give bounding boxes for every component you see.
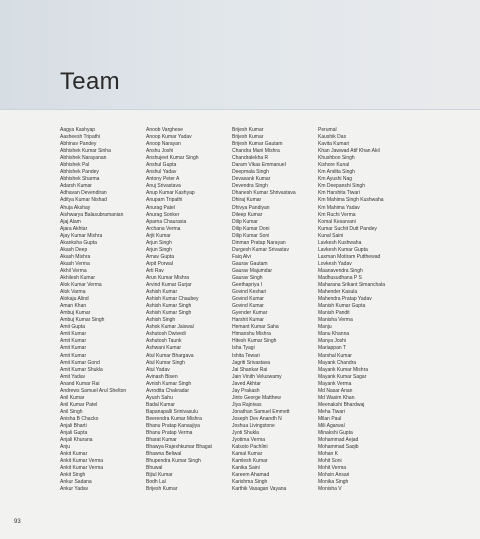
team-member-name: Perumal bbox=[318, 127, 337, 133]
team-member-name: Arjit Kumar bbox=[146, 232, 171, 239]
team-member-name: Anisha B Chacko bbox=[60, 415, 99, 422]
team-member-name: Gaurav Gautam bbox=[232, 260, 268, 267]
team-member-name: Bhanu Pratap Kanaujiya bbox=[146, 422, 200, 429]
team-member-name: Anju bbox=[60, 444, 71, 451]
team-member-name: Akash Verma bbox=[60, 260, 90, 267]
team-member-name: Km Ruchi Verma bbox=[318, 211, 356, 218]
team-member-name: Chandra Mani Mishra bbox=[232, 148, 280, 155]
team-member-name: Dhiraj Kumar bbox=[232, 197, 262, 204]
team-member-name: Arti Rav bbox=[146, 267, 164, 274]
team-member-name: Anshul Gupta bbox=[146, 162, 177, 169]
team-member-name: Km Harshita Tiwari bbox=[318, 190, 360, 197]
team-member-name: Isha Tyagi bbox=[232, 345, 255, 352]
team-member-name: Brijesh Kumar bbox=[146, 486, 178, 493]
team-member-name: Akash Mishra bbox=[60, 253, 91, 260]
team-member-name: Ashutosh Dwivedi bbox=[146, 331, 186, 338]
team-member-name: Mariappan T bbox=[318, 345, 346, 352]
team-member-name: Arjun Singh bbox=[146, 246, 172, 253]
team-member-name: Badal Kumar bbox=[146, 401, 175, 408]
team-member-name: Abhinav Pandey bbox=[60, 141, 97, 148]
team-member-name: Amit Yadav bbox=[60, 373, 86, 380]
team-member-name: Bodh Lal bbox=[146, 479, 166, 486]
team-member-name: Ishita Tewari bbox=[232, 352, 260, 359]
team-member-name: Anurag Sonker bbox=[146, 211, 180, 218]
team-member-name: Marshal Kumar bbox=[318, 352, 352, 359]
team-member-name: Komal Kesarvani bbox=[318, 218, 356, 225]
team-member-name: Joseph Dev Anandh N bbox=[232, 415, 282, 422]
team-member-name: Abhishek Narayanan bbox=[60, 155, 107, 162]
team-member-name: Manju bbox=[318, 324, 332, 331]
team-member-name: Bhupendra Kumar Singh bbox=[146, 458, 201, 465]
team-member-name: Gaurav Majumdar bbox=[232, 267, 273, 274]
team-member-name: Anshu Joshi bbox=[146, 148, 174, 155]
team-member-name: Km Mahima Yadav bbox=[318, 204, 360, 211]
team-member-name: Arun Kumar Mishra bbox=[146, 274, 190, 281]
team-member-name: Minakshi Gupta bbox=[318, 430, 353, 437]
team-member-name: Dileep Kumar bbox=[232, 211, 263, 218]
team-member-name: Durgesh Kumar Srivastav bbox=[232, 246, 289, 253]
team-member-name: Anup Kumar Kashyap bbox=[146, 190, 195, 197]
team-member-name: Kareem Ahamad bbox=[232, 472, 270, 479]
team-member-name: Arjun Singh bbox=[146, 239, 172, 246]
team-member-name: Atul Yadav bbox=[146, 366, 170, 373]
team-member-name: Arvind Kumar Gurjar bbox=[146, 282, 192, 289]
team-member-name: Meha Tiwari bbox=[318, 408, 345, 415]
team-member-name: Ambuj Kumar Singh bbox=[60, 317, 105, 324]
team-member-name: Manisha Verma bbox=[318, 317, 353, 324]
team-member-name: Ashok Kumar Jaiswal bbox=[146, 324, 194, 331]
team-member-name: Jonathan Samuel Emmett bbox=[232, 408, 290, 415]
team-member-name: Ashish Singh bbox=[146, 317, 176, 324]
team-member-name: Mohammad Saqib bbox=[318, 444, 359, 451]
team-member-name: Akhilesh Kumar bbox=[60, 274, 96, 281]
team-member-name: Karishma Singh bbox=[232, 479, 268, 486]
team-member-name: Anjali Bharti bbox=[60, 422, 87, 429]
team-member-name: Akash Deep bbox=[60, 246, 88, 253]
team-member-name: Dilip Kumar bbox=[232, 218, 258, 225]
team-member-name: Brijesh Kumar Gautam bbox=[232, 141, 283, 148]
team-member-name: Mayank Chandra bbox=[318, 359, 357, 366]
team-member-name: Kunal Saini bbox=[318, 232, 344, 239]
team-member-name: Anshujeet Kumar Singh bbox=[146, 155, 199, 162]
team-member-name: Mayank Verma bbox=[318, 380, 352, 387]
team-member-name: Archana Verma bbox=[146, 225, 181, 232]
team-member-name: Md Nasar Anan bbox=[318, 387, 353, 394]
team-member-name: Mayank Kumar Sagar bbox=[318, 373, 367, 380]
team-member-name: Monika Singh bbox=[318, 479, 349, 486]
team-member-name: Manu Khanna bbox=[318, 331, 350, 338]
team-member-name: Gaurav Singh bbox=[232, 274, 263, 281]
team-member-name: Jagriti Srivastava bbox=[232, 359, 271, 366]
team-member-name: Md Wasim Khan bbox=[318, 394, 355, 401]
team-member-name: Adarsh Kumar bbox=[60, 183, 92, 190]
team-member-name: Lavkesh Kushwaha bbox=[318, 239, 362, 246]
team-member-name: Jyotima Verma bbox=[232, 437, 266, 444]
team-member-name: Karthik Vasagan Vayana bbox=[232, 486, 287, 493]
team-member-name: Govind Keshari bbox=[232, 289, 267, 296]
team-member-name: Ajay Kumar Mishra bbox=[60, 232, 103, 239]
team-member-name: Mayank Kumar Mishra bbox=[318, 366, 369, 373]
team-member-name: Kavita Kumari bbox=[318, 141, 350, 148]
team-member-name: Ambuj Kumar bbox=[60, 310, 91, 317]
team-member-name: Lavkesh Kumar Gupta bbox=[318, 246, 368, 253]
team-member-name: Anil Singh bbox=[60, 408, 83, 415]
team-member-name: Geethapriya I bbox=[232, 282, 263, 289]
team-member-name: Jain Vinith Veluswamy bbox=[232, 373, 282, 380]
team-member-name: Faiq Alvi bbox=[232, 253, 251, 260]
team-member-name: Ashish Kumar Singh bbox=[146, 303, 192, 310]
team-member-name: Ajara Akhtar bbox=[60, 225, 88, 232]
team-member-name: Ankit Kumar Verma bbox=[60, 458, 104, 465]
team-member-name: Mohan K bbox=[318, 451, 339, 458]
team-member-name: Anoob Varghese bbox=[146, 127, 183, 133]
team-member-name: Anjali Khurana bbox=[60, 437, 93, 444]
team-member-name: Avinash Bisen bbox=[146, 373, 178, 380]
team-member-name: Ashwani Kumar bbox=[146, 345, 182, 352]
team-member-name: Madhusudhana P S bbox=[318, 274, 362, 281]
team-member-name: Ankit Singh bbox=[60, 472, 86, 479]
team-member-name: Lovkesh Yadav bbox=[318, 260, 352, 267]
team-member-name: Milan Paul bbox=[318, 415, 342, 422]
team-member-name: Anil Kumar Patel bbox=[60, 401, 98, 408]
team-member-name: Akhil Verma bbox=[60, 267, 87, 274]
team-member-name: Jiya Rajnivas bbox=[232, 401, 262, 408]
team-member-name: Amit Kumar bbox=[60, 352, 87, 359]
team-member-name: Hitesh Kumar Singh bbox=[232, 338, 277, 345]
team-member-name: Manish Pandit bbox=[318, 310, 350, 317]
team-member-name: Amit Kumar Shukla bbox=[60, 366, 103, 373]
team-member-name: Abhishek Pandey bbox=[60, 169, 99, 176]
team-member-name: Meenakshi Bhardwaj bbox=[318, 401, 365, 408]
team-member-name: Jyoti Shukla bbox=[232, 430, 259, 437]
team-member-name: Ajaj Alam bbox=[60, 218, 81, 225]
team-member-name: Dhanesh Kumar Shrivastava bbox=[232, 190, 296, 197]
team-member-name: Harshit Kumar bbox=[232, 317, 264, 324]
team-member-name: Alokaju Alind bbox=[60, 296, 89, 303]
team-member-name: Anuj Srivastava bbox=[146, 183, 181, 190]
team-member-name: Abhishek Sharma bbox=[60, 176, 100, 183]
team-member-name: Km Mahima Singh Kushwaha bbox=[318, 197, 384, 204]
team-member-name: Andrews Samuel Arul Shelton bbox=[60, 387, 127, 394]
team-member-name: Antony Peter A bbox=[146, 176, 180, 183]
team-member-name: Joshua Livingstone bbox=[232, 422, 275, 429]
team-member-name: Maharana Srikant Simanchala bbox=[318, 282, 385, 289]
team-member-name: Atul Kumar Bhargava bbox=[146, 352, 194, 359]
team-member-name: Brijesh Kumar bbox=[232, 134, 264, 141]
team-member-name: Anurag Patel bbox=[146, 204, 175, 211]
team-member-name: Dhivya Pandiyan bbox=[232, 204, 270, 211]
team-member-name: Kamal Kumar bbox=[232, 451, 263, 458]
team-member-name: Abhishek Kumar Sinha bbox=[60, 148, 111, 155]
team-member-name: Anoop Narayan bbox=[146, 141, 181, 148]
team-member-name: Aman Khan bbox=[60, 303, 87, 310]
team-member-name: Km Ayushi Nag bbox=[318, 176, 353, 183]
team-member-name: Maanavendra Singh bbox=[318, 267, 363, 274]
team-member-name: Ankur Sadana bbox=[60, 479, 92, 486]
team-member-name: Atul Kumar Singh bbox=[146, 359, 185, 366]
team-member-name: Khan Jawwad Atif Khan Akil bbox=[318, 148, 380, 155]
team-member-name: Avrodita Chakradar bbox=[146, 387, 189, 394]
team-member-name: Anupam Tripathi bbox=[146, 197, 183, 204]
team-member-name: Alok Varma bbox=[60, 289, 86, 296]
team-member-name: Dinman Pratap Narayan bbox=[232, 239, 286, 246]
team-member-name: Govind Kumar bbox=[232, 303, 264, 310]
team-member-name: Anand Kumar Rai bbox=[60, 380, 100, 387]
team-member-name: Aparna Chaurasia bbox=[146, 218, 187, 225]
team-member-name: Bapanapalli Srinivasulu bbox=[146, 408, 198, 415]
team-member-name: Mahendra Pratap Yadav bbox=[318, 296, 372, 303]
team-member-name: Mohit Verma bbox=[318, 465, 347, 472]
team-member-name: Abhishek Pal bbox=[60, 162, 90, 169]
team-member-name: Adhavan Devendiran bbox=[60, 190, 107, 197]
team-member-name: Hemant Kumar Saha bbox=[232, 324, 279, 331]
team-member-name: Bhawya Rajeshkumar Bhagat bbox=[146, 444, 212, 451]
team-member-name: Bijiul Kumar bbox=[146, 472, 173, 479]
team-member-name: Alok Kumar Verma bbox=[60, 282, 102, 289]
team-member-name: Mili Agarwal bbox=[318, 422, 345, 429]
team-member-name: Ashish Kumar Chaubey bbox=[146, 296, 199, 303]
team-member-name: Anoop Kumar Yadav bbox=[146, 134, 192, 141]
team-member-name: Arnav Gupta bbox=[146, 253, 175, 260]
team-member-name: Manya Joshi bbox=[318, 338, 347, 345]
team-member-name: Anjali Gupta bbox=[60, 430, 88, 437]
team-member-name: Devendra Singh bbox=[232, 183, 268, 190]
team-member-name: Jay Prakash bbox=[232, 387, 260, 394]
team-member-name: Kanika Saini bbox=[232, 465, 260, 472]
name-column-4 bbox=[318, 127, 430, 493]
team-member-name: Laxman Motiram Putthewad bbox=[318, 253, 381, 260]
team-member-name: Jinto George Matthew bbox=[232, 394, 281, 401]
team-member-name: Mohammad Aejad bbox=[318, 437, 359, 444]
team-member-name: Beerendra Kumar Mishra bbox=[146, 415, 202, 422]
team-member-name: Anshul Yadav bbox=[146, 169, 177, 176]
team-member-name: Manish Kumar Gupta bbox=[318, 303, 366, 310]
team-member-name: Monisha V bbox=[318, 486, 342, 493]
team-member-name: Anil Kumar bbox=[60, 394, 85, 401]
team-member-name: Bhawna Beliwal bbox=[146, 451, 182, 458]
team-member-name: Mohsin Ansari bbox=[318, 472, 350, 479]
team-member-name: Kalsoto Pachlini bbox=[232, 444, 268, 451]
team-member-name: Arpit Porwal bbox=[146, 260, 173, 267]
team-member-name: Bhuwal bbox=[146, 465, 163, 472]
team-member-name: Brijesh Kumar bbox=[232, 127, 264, 133]
team-member-name: Mahender Kasula bbox=[318, 289, 358, 296]
team-member-name: Aditya Kumar Nishad bbox=[60, 197, 107, 204]
team-member-name: Ankit Kumar Verma bbox=[60, 465, 104, 472]
team-member-name: Ahuja Akshay bbox=[60, 204, 91, 211]
team-member-name: Deepmala Singh bbox=[232, 169, 269, 176]
team-member-name: Daram Vikas Emmanuel bbox=[232, 162, 286, 169]
team-member-name: Amit Kumar bbox=[60, 331, 87, 338]
team-member-name: Bharat Kumar bbox=[146, 437, 177, 444]
team-member-name: Akanksha Gupta bbox=[60, 239, 97, 246]
team-member-name: Dilip Kumar Soni bbox=[232, 232, 270, 239]
team-member-name: Govind Kumar bbox=[232, 296, 264, 303]
team-member-name: Devasank Kumar bbox=[232, 176, 271, 183]
team-member-name: Avnish Kumar Singh bbox=[146, 380, 192, 387]
team-member-name: Amit Kumar bbox=[60, 338, 87, 345]
team-member-name: Ayush Sahu bbox=[146, 394, 173, 401]
team-member-name: Ankur Yadav bbox=[60, 486, 89, 493]
team-member-name: Dilip Kumar Doni bbox=[232, 225, 270, 232]
team-member-name: Ashutosh Taunk bbox=[146, 338, 182, 345]
team-member-name: Ankit Kumar bbox=[60, 451, 88, 458]
page-number: 93 bbox=[14, 519, 21, 525]
team-member-name: Javed Akhtar bbox=[232, 380, 261, 387]
team-member-name: Mohit Soni bbox=[318, 458, 342, 465]
team-member-name: Khushboo Singh bbox=[318, 155, 355, 162]
team-member-name: Km Andita Singh bbox=[318, 169, 355, 176]
page-title: Team bbox=[60, 68, 120, 95]
team-member-name: Bhanu Pratap Verma bbox=[146, 430, 193, 437]
team-member-name: Kaushik Das bbox=[318, 134, 347, 141]
team-member-name: Himanshu Mishra bbox=[232, 331, 271, 338]
team-member-name: Ashish Kumar Singh bbox=[146, 310, 192, 317]
team-member-name: Amit Gupta bbox=[60, 324, 86, 331]
team-member-name: Chandralekha R bbox=[232, 155, 269, 162]
team-member-name: Aasheesh Tripathi bbox=[60, 134, 101, 141]
team-member-name: Jai Shankar Rai bbox=[232, 366, 268, 373]
team-member-name: Kamlesh Kumar bbox=[232, 458, 268, 465]
team-member-name: Aishwarya Balasubramanian bbox=[60, 211, 124, 218]
team-member-name: Amit Kumar Gond bbox=[60, 359, 100, 366]
team-member-name: Kumar Suchit Dutt Pandey bbox=[318, 225, 377, 232]
team-member-name: Gyender Kumar bbox=[232, 310, 268, 317]
team-member-name: Aagya Kashyap bbox=[60, 127, 96, 133]
team-member-name: Km Deepanshi Singh bbox=[318, 183, 365, 190]
team-member-name: Amit Kumar bbox=[60, 345, 87, 352]
team-member-name: Ashish Kumar bbox=[146, 289, 178, 296]
team-member-name: Kishore Kunal bbox=[318, 162, 350, 169]
